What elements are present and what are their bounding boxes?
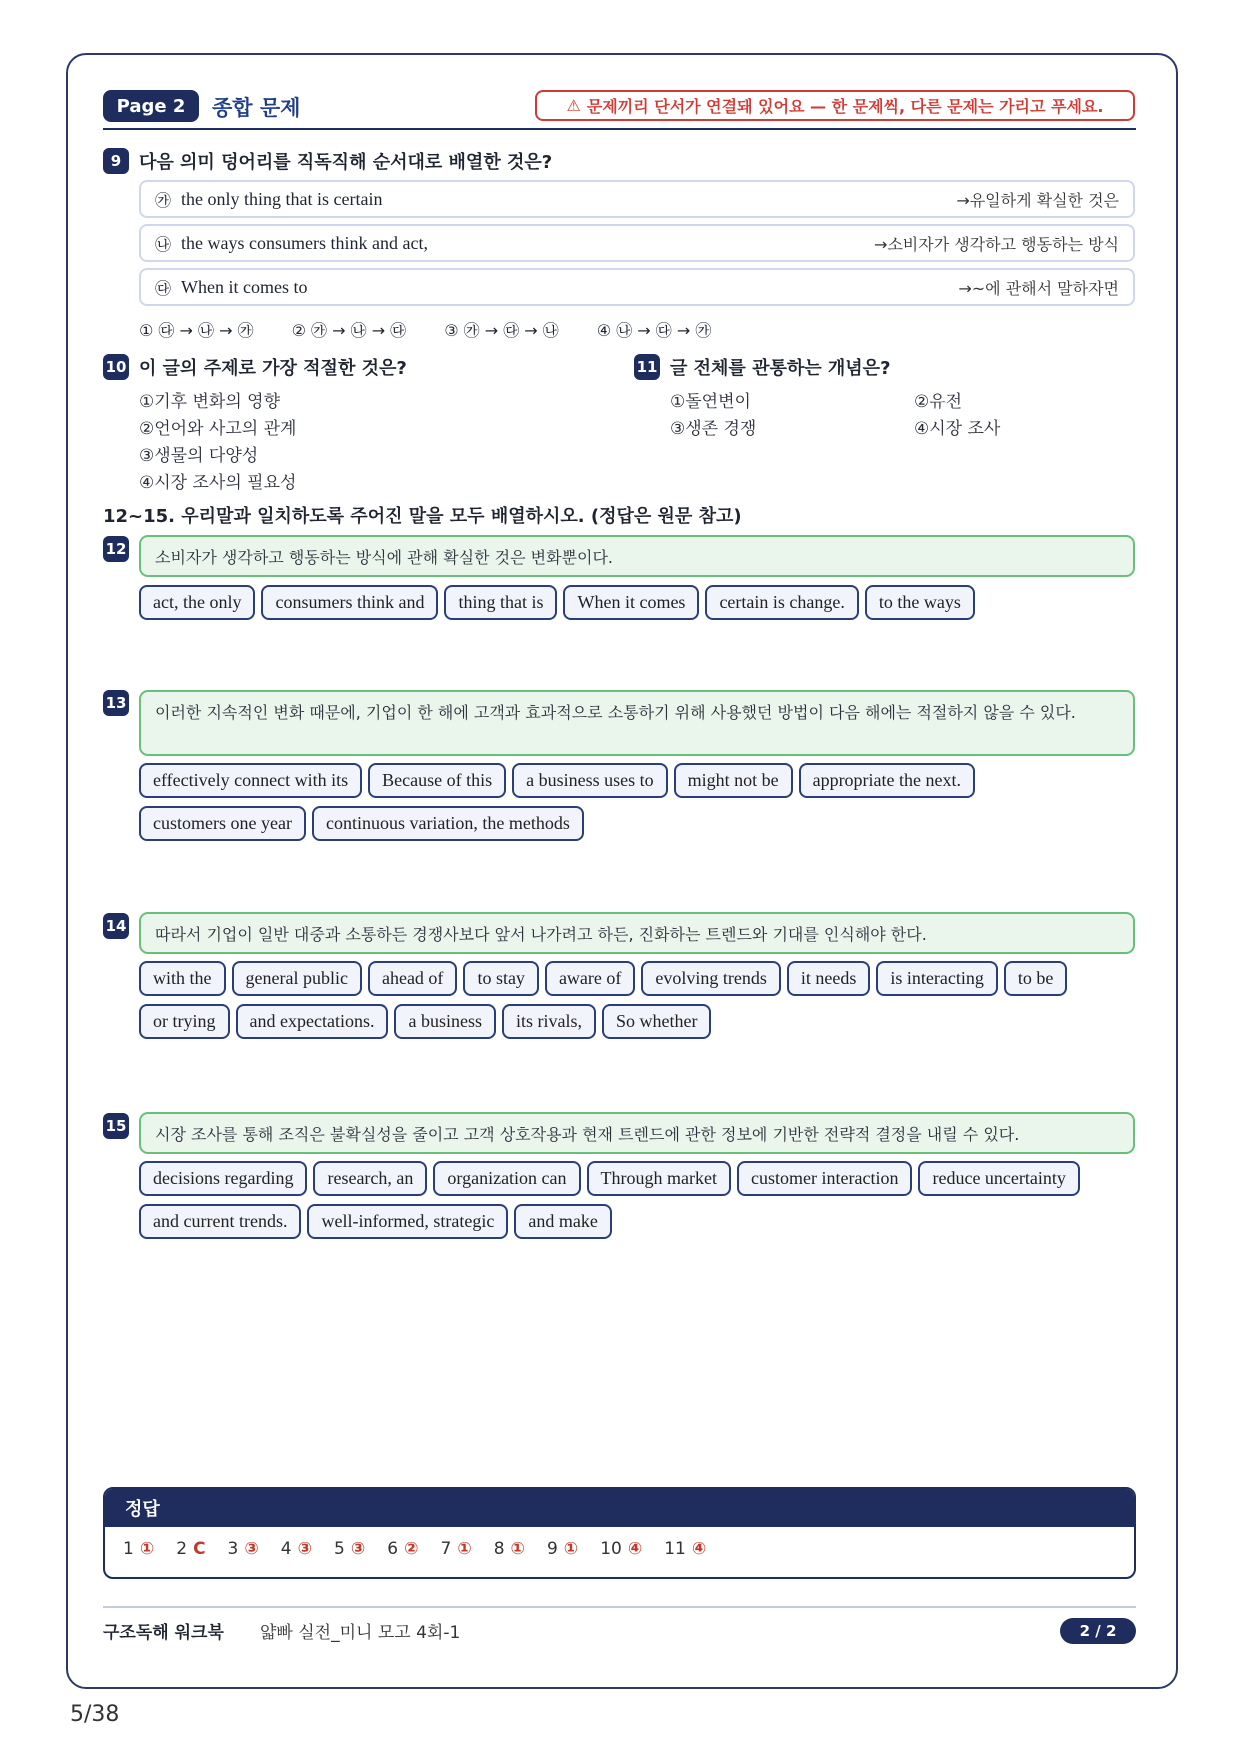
page-indicator: 2 / 2	[1060, 1618, 1136, 1644]
workbook-name: 구조독해 워크북	[103, 1623, 224, 1643]
word-chip[interactable]: and make	[514, 1204, 611, 1239]
word-chip[interactable]: aware of	[545, 961, 635, 996]
word-chip[interactable]: When it comes	[563, 585, 699, 620]
question-10-text: 이 글의 주제로 가장 적절한 것은?	[139, 358, 407, 379]
question-number-14: 14	[103, 913, 129, 939]
question-9-options	[139, 318, 711, 341]
chunk-mark: ㉯	[155, 234, 172, 254]
word-chip[interactable]: is interacting	[876, 961, 997, 996]
korean-sentence-12: 소비자가 생각하고 행동하는 방식에 관해 확실한 것은 변화뿐이다.	[139, 535, 1135, 577]
korean-sentence-15: 시장 조사를 통해 조직은 불확실성을 줄이고 고객 상호작용과 현재 트렌드에 관한 정보에 기반한 전략적 결정을 내릴 수 있다.	[139, 1112, 1135, 1154]
word-chip[interactable]: effectively connect with its	[139, 763, 362, 798]
answer-item: 7 ①	[440, 1539, 472, 1559]
word-chip[interactable]: decisions regarding	[139, 1161, 307, 1196]
word-chip[interactable]: certain is change.	[705, 585, 858, 620]
question-11-text: 글 전체를 관통하는 개념은?	[670, 358, 891, 379]
word-chip[interactable]: its rivals,	[502, 1004, 596, 1039]
question-number-15: 15	[103, 1113, 129, 1139]
answer-item: 9 ①	[546, 1539, 579, 1559]
word-chip[interactable]: organization can	[433, 1161, 580, 1196]
word-chip[interactable]: evolving trends	[641, 961, 780, 996]
q11-option-2[interactable]: ②유전	[914, 392, 963, 412]
answer-item: 4 ③	[280, 1539, 313, 1559]
answer-item: 1 ①	[123, 1539, 155, 1559]
question-number-11: 11	[634, 354, 660, 380]
q10-option-1[interactable]: ①기후 변화의 영향	[139, 392, 281, 412]
option-1[interactable]: ① ㉰ → ㉯ → ㉮	[139, 321, 254, 340]
word-chip[interactable]: ahead of	[368, 961, 457, 996]
q10-option-2[interactable]: ②언어와 사고의 관계	[139, 419, 297, 439]
chunk-row-na	[139, 224, 1135, 262]
chunk-korean: →유일하게 확실한 것은	[956, 190, 1119, 210]
word-chip[interactable]: a business uses to	[512, 763, 668, 798]
chunk-mark: ㉮	[155, 190, 172, 210]
chunk-english: the ways consumers think and act,	[181, 232, 428, 253]
word-chip[interactable]: to the ways	[865, 585, 975, 620]
word-chip[interactable]: to be	[1004, 961, 1068, 996]
word-chip[interactable]: to stay	[463, 961, 539, 996]
word-chip[interactable]: customer interaction	[737, 1161, 912, 1196]
answer-item: 2 C	[176, 1539, 206, 1559]
word-chips-12	[139, 585, 1139, 620]
section-title: 종합 문제	[212, 96, 301, 120]
warning-text: 문제끼리 단서가 연결돼 있어요 — 한 문제씩, 다른 문제는 가리고 푸세요.	[586, 97, 1104, 116]
word-chips-15	[139, 1161, 1139, 1239]
chunk-korean: →~에 관해서 말하자면	[958, 278, 1119, 298]
word-chips-13	[139, 763, 1139, 841]
question-number-13: 13	[103, 690, 129, 716]
answer-item: 10 ④	[600, 1539, 643, 1559]
answer-item: 11 ④	[664, 1539, 707, 1559]
word-chip[interactable]: consumers think and	[261, 585, 438, 620]
answer-key	[103, 1487, 1136, 1579]
word-chip[interactable]: reduce uncertainty	[918, 1161, 1079, 1196]
word-chip[interactable]: might not be	[674, 763, 793, 798]
word-chip[interactable]: it needs	[787, 961, 871, 996]
option-3[interactable]: ③ ㉮ → ㉰ → ㉯	[444, 321, 559, 340]
word-chip[interactable]: Because of this	[368, 763, 506, 798]
word-chip[interactable]: thing that is	[444, 585, 557, 620]
chunk-mark: ㉰	[155, 278, 172, 298]
document-page-count: 5/38	[70, 1702, 120, 1727]
option-2[interactable]: ② ㉮ → ㉯ → ㉰	[291, 321, 407, 340]
word-chip[interactable]: a business	[394, 1004, 496, 1039]
chunk-english: the only thing that is certain	[181, 188, 383, 209]
word-chip[interactable]: continuous variation, the methods	[312, 806, 584, 841]
chunk-row-ga	[139, 180, 1135, 218]
question-9-text: 다음 의미 덩어리를 직독직해 순서대로 배열한 것은?	[139, 152, 553, 173]
word-chip[interactable]: appropriate the next.	[799, 763, 975, 798]
answer-key-title: 정답	[105, 1489, 1134, 1527]
chunk-row-da	[139, 268, 1135, 306]
word-chip[interactable]: with the	[139, 961, 226, 996]
korean-sentence-13: 이러한 지속적인 변화 때문에, 기업이 한 해에 고객과 효과적으로 소통하기 위해 사용했던 방법이 다음 해에는 적절하지 않을 수 있다.	[139, 690, 1135, 756]
word-chip[interactable]: act, the only	[139, 585, 255, 620]
answer-item: 6 ②	[387, 1539, 419, 1559]
q10-option-4[interactable]: ④시장 조사의 필요성	[139, 473, 297, 493]
word-chips-14	[139, 961, 1139, 1039]
q11-option-4[interactable]: ④시장 조사	[914, 419, 1001, 439]
question-number-10: 10	[103, 354, 129, 380]
page-badge: Page 2	[103, 90, 199, 122]
option-4[interactable]: ④ ㉯ → ㉰ → ㉮	[596, 321, 712, 340]
word-chip[interactable]: general public	[232, 961, 362, 996]
word-chip[interactable]: customers one year	[139, 806, 306, 841]
question-number-9: 9	[103, 148, 129, 174]
warning-banner	[535, 90, 1135, 121]
question-number-12: 12	[103, 536, 129, 562]
answer-item: 5 ③	[334, 1539, 366, 1559]
chunk-english: When it comes to	[181, 276, 308, 297]
word-chip[interactable]: Through market	[587, 1161, 731, 1196]
q10-option-3[interactable]: ③생물의 다양성	[139, 446, 259, 466]
range-instruction: 12~15. 우리말과 일치하도록 주어진 말을 모두 배열하시오. (정답은 원문 참고)	[103, 506, 742, 527]
header-divider	[103, 128, 1136, 130]
workbook-subtitle: 얇빠 실전_미니 모고 4회-1	[260, 1623, 461, 1643]
word-chip[interactable]: well-informed, strategic	[307, 1204, 508, 1239]
warning-triangle-icon: ⚠	[566, 96, 581, 115]
q11-option-3[interactable]: ③생존 경쟁	[670, 419, 757, 439]
answer-item: 3 ③	[227, 1539, 259, 1559]
answer-list	[105, 1527, 1134, 1571]
word-chip[interactable]: and expectations.	[236, 1004, 389, 1039]
word-chip[interactable]: research, an	[313, 1161, 427, 1196]
word-chip[interactable]: and current trends.	[139, 1204, 301, 1239]
korean-sentence-14: 따라서 기업이 일반 대중과 소통하든 경쟁사보다 앞서 나가려고 하든, 진화하는 트렌드와 기대를 인식해야 한다.	[139, 912, 1135, 954]
footer-divider	[103, 1606, 1136, 1608]
word-chip[interactable]: or trying	[139, 1004, 230, 1039]
word-chip[interactable]: So whether	[602, 1004, 711, 1039]
q11-option-1[interactable]: ①돌연변이	[670, 392, 751, 412]
chunk-korean: →소비자가 생각하고 행동하는 방식	[873, 234, 1119, 254]
answer-item: 8 ①	[493, 1539, 525, 1559]
